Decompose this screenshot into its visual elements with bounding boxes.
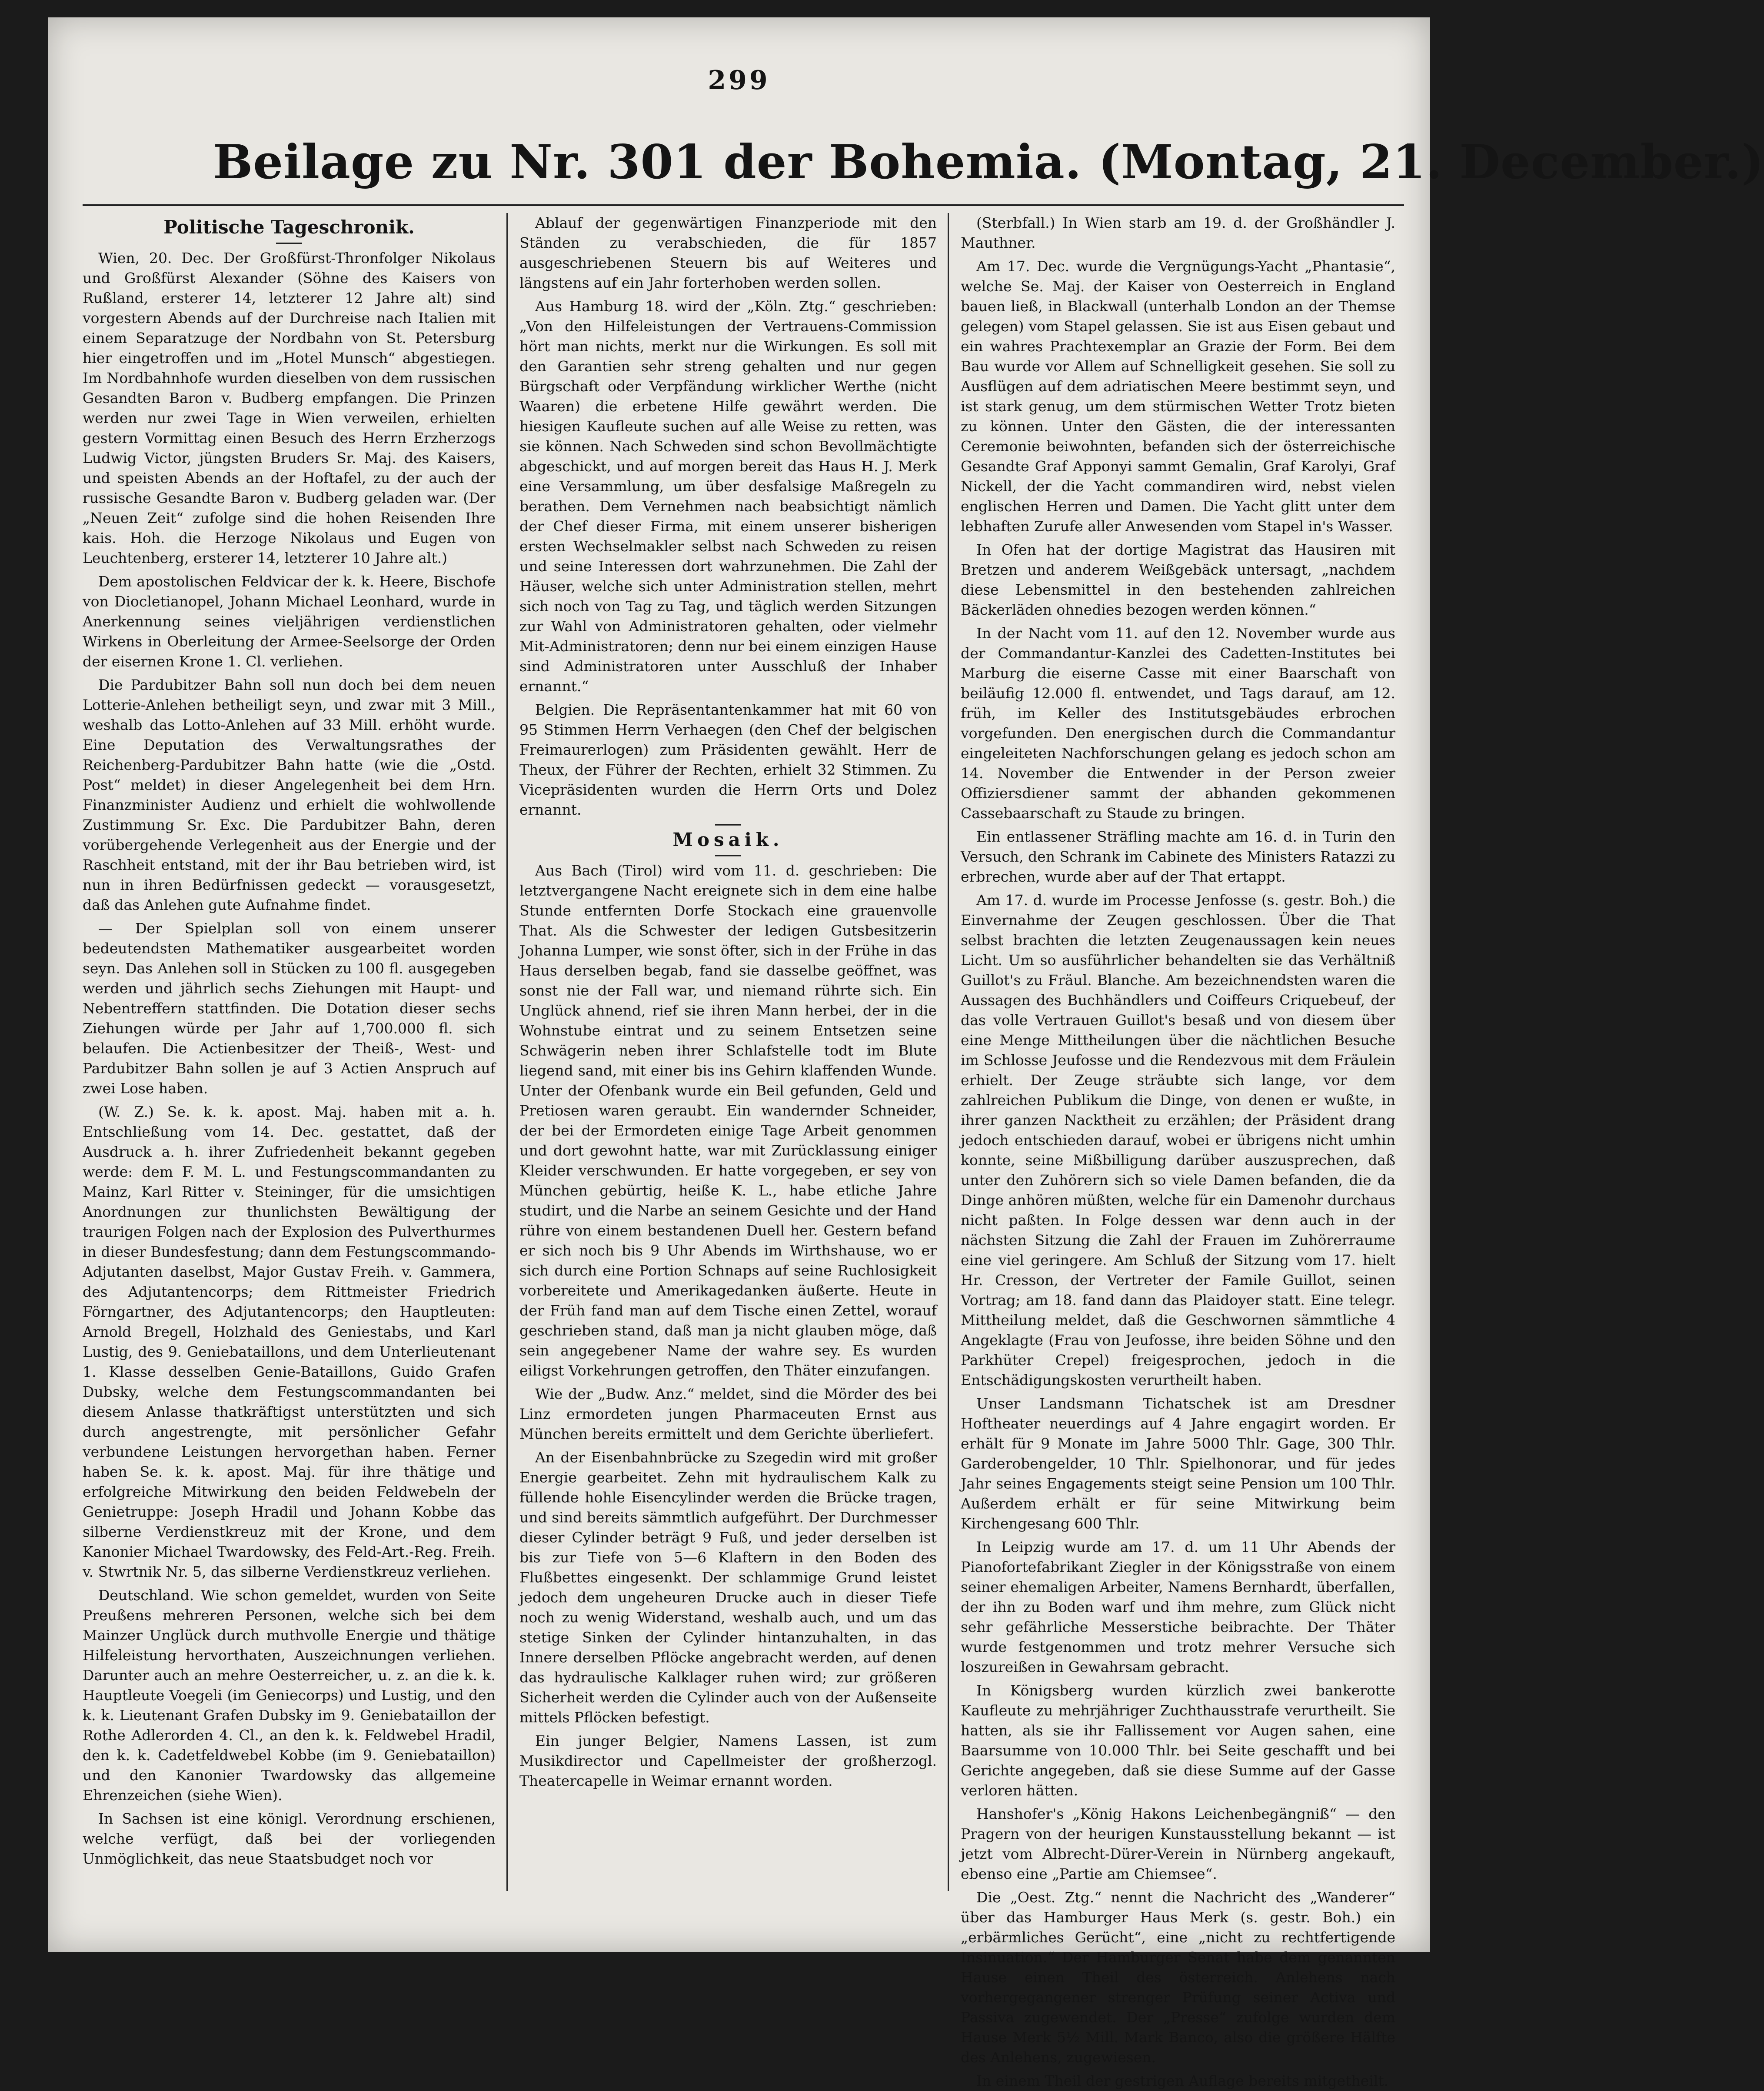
article-paragraph: In Königsberg wurden kürzlich zwei bankerotte Kaufleute zu mehrjähriger Zuchthausstrafe verurtheilt. Sie hatten, als sie ihr Fallissement vor Augen sahen, eine Baarsumme von 10.000 Thlr. bei Seite geschafft und bei Gerichte angegeben, daß sie diese Summe auf der Gasse verloren hätten.: [961, 1682, 1395, 1799]
newspaper-page: [48, 17, 1764, 2089]
article-paragraph: Ein junger Belgier, Namens Lassen, ist zum Musikdirector und Capellmeister der großherzogl. Theatercapelle in Weimar ernannt worden.: [519, 1732, 937, 1789]
article-paragraph: An der Eisenbahnbrücke zu Szegedin wird mit großer Energie gearbeitet. Zehn mit hydraulischem Kalk zu füllende hohle Eisencylinder werden die Brücke tragen, und sind bereits sämmtlich aufgeführt. Der Durchmesser dieser Cylinder beträgt 9 Fuß, und jeder derselben ist bis zur Tiefe von 5—6 Klaftern in den Boden des Flußbettes eingesenkt. Der schlammige Grund leistet jedoch dem ungeheuren Drucke auch in dieser Tiefe noch zu wenig Widerstand, weshalb auch, und um das stetige Sinken der Cylinder hintanzuhalten, in das Innere derselben Pflöcke angebracht werden, auf denen das hydraulische Kalklager ruhen wird; zur größeren Sicherheit werden die Cylinder auch von der Außenseite mittels Pflöcken befestigt.: [519, 1449, 937, 1726]
section-heading-mosaik: Mosaik.: [672, 829, 784, 850]
column-1: [83, 213, 496, 1908]
masthead-title: Beilage zu Nr. 301 der Bohemia. (Montag, 21. December.): [213, 135, 1764, 190]
heading-rule: [715, 855, 741, 856]
article-paragraph: Wien, 20. Dec. Der Großfürst-Thronfolger Nikolaus und Großfürst Alexander (Söhne des Kaisers von Rußland, ersterer 14, letzterer 12 Jahre alt) sind vorgestern Abends auf der Durchreise nach Italien mit einem Separatzuge der Nordbahn von St. Petersburg hier eingetroffen und im „Hotel Munsch“ abgestiegen. Im Nordbahnhofe wurden dieselben von dem russischen Gesandten Baron v. Budberg empfangen. Die Prinzen werden nur zwei Tage in Wien verweilen, erhielten gestern Vormittag einen Besuch des Herrn Erzherzogs Ludwig Victor, jüngsten Bruders Sr. Maj. des Kaisers, und speisten Abends an der Hoftafel, zu der auch der russische Gesandte Baron v. Budberg geladen war. (Der „Neuen Zeit“ zufolge sind die hohen Reisenden Ihre kais. Hoh. die Herzoge Nikolaus und Eugen von Leuchtenberg, ersterer 14, letzterer 10 Jahre alt.): [83, 250, 496, 566]
masthead-rule: [83, 204, 1404, 206]
article-paragraph: Am 17. d. wurde im Processe Jenfosse (s. gestr. Boh.) die Einvernahme der Zeugen geschlossen. Über die That selbst brachten die letzten Zeugenaussagen kein neues Licht. Um so ausführlicher behandelten sie das Verhältniß Guillot's zu Fräul. Blanche. Am bezeichnendsten waren die Aussagen des Buchhändlers und Coiffeurs Criquebeuf, der das volle Vertrauen Guillot's besaß und von diesem über eine Menge Mittheilungen über die nächtlichen Besuche im Schlosse Jeufosse und die Rendezvous mit dem Fräulein erhielt. Der Zeuge sträubte sich lange, vor dem zahlreichen Publikum die Dinge, von denen er wußte, in ihrer ganzen Nacktheit zu erzählen; der Präsident drang jedoch entschieden darauf, wobei er übrigens nicht umhin konnte, seine Mißbilligung darüber auszusprechen, daß unter den Zuhörern sich so viele Damen befanden, die da Dinge anhören müßten, welche für ein Damenohr durchaus nicht paßten. In Folge dessen war denn auch in der nächsten Sitzung die Zahl der Frauen im Zuhörerraume eine viel geringere. Am Schluß der Sitzung vom 17. hielt Hr. Cresson, der Vertreter der Famile Guillot, seinen Vortrag; am 18. fand dann das Plaidoyer statt. Eine telegr. Mittheilung meldet, daß die Geschwornen sämmtliche 4 Angeklagte (Frau von Jeufosse, ihre beiden Söhne und den Parkhüter Crepel) freigesprochen, jedoch in die Entschädigungskosten verurtheilt haben.: [961, 892, 1395, 1388]
article-paragraph: In der Nacht vom 11. auf den 12. November wurde aus der Commandantur-Kanzlei des Cadetten-Institutes bei Marburg die eiserne Casse mit einer Baarschaft von beiläufig 12.000 fl. entwendet, und Tags darauf, am 12. früh, im Keller des Institutsgebäudes erbrochen vorgefunden. Den energischen durch die Commandantur eingeleiteten Nachforschungen gelang es jedoch schon am 14. November die Entwender in der Person zweier Offiziersdiener sammt der abhanden gekommenen Cassebaarschaft zu Staude zu bringen.: [961, 625, 1395, 822]
article-paragraph: In Sachsen ist eine königl. Verordnung erschienen, welche verfügt, daß bei der vorliegenden Unmöglichkeit, das neue Staatsbudget noch vor: [83, 1810, 496, 1867]
section-rule: [715, 824, 741, 826]
article-paragraph: Ein entlassener Sträfling machte am 16. d. in Turin den Versuch, den Schrank im Cabinete des Ministers Ratazzi zu erbrechen, wurde aber auf der That ertappt.: [961, 828, 1395, 885]
column-3: [961, 213, 1395, 2089]
article-paragraph: Deutschland. Wie schon gemeldet, wurden von Seite Preußens mehreren Personen, welche sich bei dem Mainzer Unglück durch muthvolle Energie und thätige Hilfeleistung hervorthaten, Auszeichnungen verliehen. Darunter auch an mehre Oesterreicher, u. z. an die k. k. Hauptleute Voegeli (im Geniecorps) und Lustig, und den k. k. Lieutenant Grafen Dubsky im 9. Geniebataillon der Rothe Adlerorden 4. Cl., an den k. k. Feldwebel Hradil, den k. k. Cadetfeldwebel Kobbe (im 9. Geniebataillon) und den Kanonier Twardowsky das allgemeine Ehrenzeichen (siehe Wien).: [83, 1587, 496, 1804]
article-paragraph: Unser Landsmann Tichatschek ist am Dresdner Hoftheater neuerdings auf 4 Jahre engagirt worden. Er erhält für 9 Monate im Jahre 5000 Thlr. Gage, 300 Thlr. Garderobengelder, 10 Thlr. Spielhonorar, und für jedes Jahr seines Engagements steigt seine Pension um 100 Thlr. Außerdem erhält er für seine Mitwirkung beim Kirchengesang 600 Thlr.: [961, 1395, 1395, 1532]
article-paragraph: In einem Theil der gestrigen Auflage bereits mitgetheilt.: [976, 2072, 1389, 2089]
article-paragraph: Hanshofer's „König Hakons Leichenbegängniß“ — den Pragern von der heurigen Kunstausstellung bekannt — ist jetzt vom Albrecht-Dürer-Verein in Nürnberg angekauft, ebenso eine „Partie am Chiemsee“.: [961, 1805, 1395, 1882]
article-paragraph: Am 17. Dec. wurde die Vergnügungs-Yacht „Phantasie“, welche Se. Maj. der Kaiser von Oesterreich in England bauen ließ, in Blackwall (unterhalb London an der Themse gelegen) vom Stapel gelassen. Sie ist aus Eisen gebaut und ein wahres Prachtexemplar an Grazie der Form. Bei dem Bau wurde vor Allem auf Schnelligkeit gesehen. Sie soll zu Ausflügen auf dem adriatischen Meere bestimmt seyn, und ist stark genug, um dem stürmischen Wetter Trotz bieten zu können. Unter den Gästen, die der interessanten Ceremonie beiwohnten, befanden sich der österreichische Gesandte Graf Apponyi sammt Gemalin, Graf Karolyi, Graf Nickell, der die Yacht commandiren wird, nebst vielen englischen Herren und Damen. Die Yacht glitt unter dem lebhaften Zurufe aller Anwesenden vom Stapel in's Wasser.: [961, 258, 1395, 535]
column-2: [519, 213, 937, 1908]
section-heading-political: Politische Tageschronik.: [163, 216, 415, 238]
article-paragraph: Wie der „Budw. Anz.“ meldet, sind die Mörder des bei Linz ermordeten jungen Pharmaceuten Ernst aus München bereits ermittelt und dem Gerichte überliefert.: [519, 1385, 937, 1442]
article-paragraph: Belgien. Die Repräsentantenkammer hat mit 60 von 95 Stimmen Herrn Verhaegen (den Chef der belgischen Freimaurerlogen) zum Präsidenten gewählt. Herr de Theux, der Führer der Rechten, erhielt 32 Stimmen. Zu Vicepräsidenten wurden die Herrn Orts und Dolez ernannt.: [519, 701, 937, 818]
article-paragraph: — Der Spielplan soll von einem unserer bedeutendsten Mathematiker ausgearbeitet worden seyn. Das Anlehen soll in Stücken zu 100 fl. ausgegeben werden und jährlich sechs Ziehungen mit Haupt- und Nebentreffern stattfinden. Die Dotation dieser sechs Ziehungen würde per Jahr auf 1,700.000 fl. sich belaufen. Die Actienbesitzer der Theiß-, West- und Pardubitzer Bahn sollen je auf 3 Actien Anspruch auf zwei Lose haben.: [83, 920, 496, 1097]
article-paragraph: Die Pardubitzer Bahn soll nun doch bei dem neuen Lotterie-Anlehen betheiligt seyn, und zwar mit 3 Mill., weshalb das Lotto-Anlehen auf 33 Mill. erhöht wurde. Eine Deputation des Verwaltungsrathes der Reichenberg-Pardubitzer Bahn hatte (wie die „Ostd. Post“ meldet) in dieser Angelegenheit bei dem Hrn. Finanzminister Audienz und erhielt die wohlwollende Zustimmung Sr. Exc. Die Pardubitzer Bahn, deren vorübergehende Verlegenheit aus der Energie und der Raschheit entstand, mit der ihr Bau betrieben wird, ist nun in ihren Bedürfnissen gedeckt — vorausgesetzt, daß das Anlehen gute Aufnahme findet.: [83, 676, 496, 913]
article-paragraph: Aus Hamburg 18. wird der „Köln. Ztg.“ geschrieben: „Von den Hilfeleistungen der Vertrauens-Commission hört man nichts, merkt nur die Wirkungen. Es soll mit den Garantien sehr streng gehalten und nur gegen Bürgschaft oder Verpfändung wirklicher Werthe (nicht Waaren) die erbetene Hilfe gewährt werden. Die hiesigen Kaufleute suchen auf alle Weise zu retten, was sie können. Nach Schweden sind schon Bevollmächtigte abgeschickt, und auf morgen bereit das Haus H. J. Merk eine Versammlung, um über desfalsige Maßregeln zu berathen. Dem Vernehmen nach beabsichtigt nämlich der Chef dieser Firma, mit einem unserer bisherigen ersten Wechselmakler selbst nach Schweden zu reisen und seine Interessen dort wahrzunehmen. Die Zahl der Häuser, welche sich unter Administration stellen, mehrt sich noch von Tag zu Tag, und täglich werden Sitzungen zur Wahl von Administratoren gehalten, oder vielmehr Mit-Administratoren; denn nur bei einem einzigen Hause sind Administratoren unter Ausschluß der Inhaber ernannt.“: [519, 298, 937, 695]
column-divider-1: [506, 213, 508, 1891]
article-paragraph: Die „Oest. Ztg.“ nennt die Nachricht des „Wanderer“ über das Hamburger Haus Merk (s. gestr. Boh.) ein „erbärmliches Gerücht“, eine „nicht zu rechtfertigende Insinuation.“ Der Hamburger Senat habe dem genannten Hause einen Theil des österreich. Anlehens nach vorhergegangener strenger Prüfung seiner Activa und Passiva zugewendet. Der „Presse“ zufolge wurden dem Hause Merk 5½ Mill. Mark Banco, also die größere Hälfte des Anlehens, zugewiesen.: [961, 1889, 1395, 2066]
article-paragraph: (W. Z.) Se. k. k. apost. Maj. haben mit a. h. Entschließung vom 14. Dec. gestattet, daß der Ausdruck a. h. ihrer Zufriedenheit bekannt gegeben werde: dem F. M. L. und Festungscommandanten zu Mainz, Karl Ritter v. Steininger, für die umsichtigen Anordnungen zur thunlichsten Bewältigung der traurigen Folgen nach der Explosion des Pulverthurmes in dieser Bundesfestung; dann dem Festungscommando-Adjutanten daselbst, Major Gustav Freih. v. Gammera, des Adjutantencorps; dem Rittmeister Friedrich Förngartner, des Adjutantencorps; den Hauptleuten: Arnold Bregell, Holzhald des Geniestabs, und Karl Lustig, des 9. Geniebataillons, und dem Unterlieutenant 1. Klasse desselben Genie-Bataillons, Guido Grafen Dubsky, welche dem Festungscommandanten bei diesem Anlasse thatkräftigst unterstützten und sich durch angestrengte, mit persönlicher Gefahr verbundene Leistungen hervorgethan haben. Ferner haben Se. k. k. apost. Maj. für ihre thätige und erfolgreiche Mitwirkung den beiden Feldwebeln der Genietruppe: Joseph Hradil und Johann Kobbe das silberne Verdienstkreuz mit der Krone, und dem Kanonier Michael Twardowsky, des Feld-Art.-Reg. Freih. v. Stwrtnik Nr. 5, das silberne Verdienstkreuz verliehen.: [83, 1103, 496, 1580]
article-paragraph: Aus Bach (Tirol) wird vom 11. d. geschrieben: Die letztvergangene Nacht ereignete sich in dem eine halbe Stunde entfernten Dorfe Stockach eine grauenvolle That. Als die Schwester der ledigen Gutsbesitzerin Johanna Lumper, wie sonst öfter, sich in der Frühe in das Haus derselben begab, fand sie dasselbe geöffnet, was sonst nie der Fall war, und niemand rührte sich. Ein Unglück ahnend, rief sie ihren Mann herbei, der in die Wohnstube eintrat und zu seinem Entsetzen seine Schwägerin neben ihrer Schlafstelle todt im Blute liegend sand, mit einer bis ins Gehirn klaffenden Wunde. Unter der Ofenbank wurde ein Beil gefunden, Geld und Pretiosen waren geraubt. Ein wandernder Schneider, der bei der Ermordeten einige Tage Arbeit genommen und dort gewohnt hatte, war mit Zurücklassung einiger Kleider verschwunden. Er hatte vorgegeben, er sey von München gebürtig, heiße K. L., habe etliche Jahre studirt, und die Narbe an seinem Gesichte und der Hand rühre von einem bestandenen Duell her. Gestern befand er sich noch bis 9 Uhr Abends im Wirthshause, wo er sich durch eine Portion Schnaps auf seine Ruchlosigkeit vorbereitete und Amerikagedanken äußerte. Heute in der Früh fand man auf dem Tische einen Zettel, worauf geschrieben stand, daß man ja nicht glauben möge, daß sein angegebener Name der wahre sey. Es wurden eiligst Vorkehrungen getroffen, den Thäter einzufangen.: [519, 862, 937, 1379]
article-paragraph: In Ofen hat der dortige Magistrat das Hausiren mit Bretzen und anderem Weißgebäck untersagt, „nachdem diese Lebensmittel in den bestehenden zahlreichen Bäckerläden ohnedies bezogen werden können.“: [961, 541, 1395, 618]
column-divider-2: [948, 213, 949, 1891]
article-paragraph: In Leipzig wurde am 17. d. um 11 Uhr Abends der Pianofortefabrikant Ziegler in der Königsstraße von einem seiner ehemaligen Arbeiter, Namens Bernhardt, überfallen, der ihn zu Boden warf und ihm mehre, zum Glück nicht sehr gefährliche Messerstiche beibrachte. Der Thäter wurde festgenommen und trotz mehrer Versuche sich loszureißen in Gewahrsam gebracht.: [961, 1538, 1395, 1675]
article-paragraph: (Sterbfall.) In Wien starb am 19. d. der Großhändler J. Mauthner.: [961, 214, 1395, 251]
page-number: 299: [708, 65, 770, 96]
heading-rule: [276, 243, 302, 244]
article-paragraph: Dem apostolischen Feldvicar der k. k. Heere, Bischofe von Diocletianopel, Johann Michael Leonhard, wurde in Anerkennung seines vieljährigen verdienstlichen Wirkens in Oberleitung der Armee-Seelsorge der Orden der eisernen Krone 1. Cl. verliehen.: [83, 573, 496, 670]
article-paragraph: Ablauf der gegenwärtigen Finanzperiode mit den Ständen zu verabschieden, die für 1857 ausgeschriebenen Steuern bis auf Weiteres und längstens auf ein Jahr forterhoben werden sollen.: [519, 214, 937, 291]
